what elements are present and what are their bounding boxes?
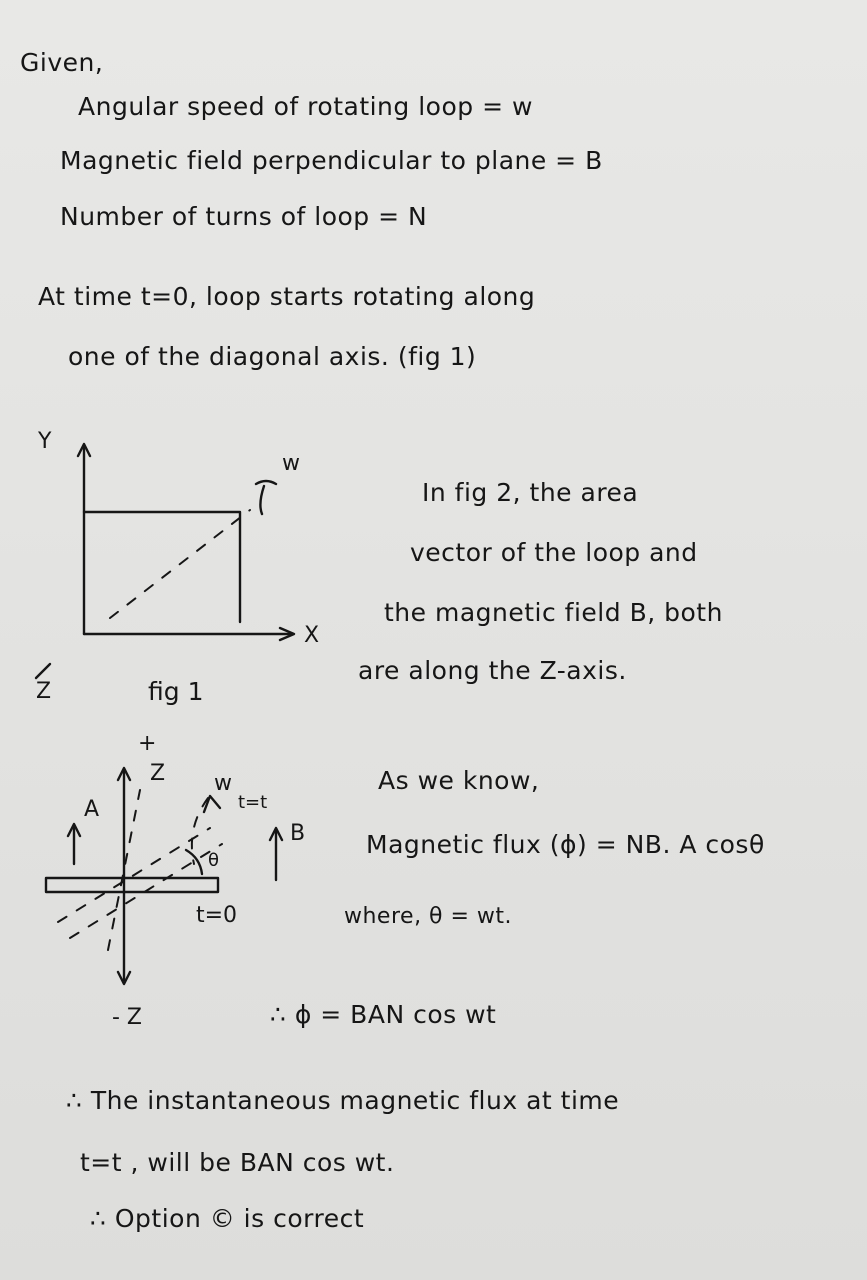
- fig2-text-line-1: In fig 2, the area: [422, 478, 639, 507]
- fig2-plus-label: +: [138, 731, 157, 756]
- fig2-omega-label: w: [214, 771, 232, 796]
- fig2-text-line-3: the magnetic field B, both: [384, 598, 723, 627]
- intro-line-1: At time t=0, loop starts rotating along: [38, 282, 536, 311]
- fig2-field-label: B: [290, 821, 306, 846]
- given-heading: Given,: [20, 48, 104, 77]
- fig2-time-t-label: t=t: [238, 792, 268, 813]
- fig1-y-label: Y: [38, 429, 52, 454]
- intro-line-2: one of the diagonal axis. (fig 1): [68, 342, 477, 371]
- fig1-loop: [84, 512, 240, 622]
- fig2-rotation-arrowhead: [204, 796, 220, 812]
- fig1-rotation-icon: [256, 481, 276, 514]
- fig2-diagram: [46, 731, 305, 1030]
- derivation-as-we-know: As we know,: [378, 766, 540, 795]
- derivation-flux-formula: Magnetic flux (ϕ) = NB. A cosθ: [366, 830, 765, 859]
- fig1-caption: fig 1: [148, 677, 204, 706]
- fig2-text-line-4: are along the Z-axis.: [358, 656, 627, 685]
- fig2-z-top-label: Z: [150, 761, 166, 786]
- fig2-loop-t0: [46, 878, 218, 892]
- conclusion-line-1: ∴ The instantaneous magnetic flux at time: [66, 1086, 620, 1115]
- fig1-z-axis-mark: [36, 664, 50, 678]
- fig2-minus-z-label: - Z: [112, 1005, 143, 1030]
- fig2-loop-tilted-a: [58, 828, 210, 922]
- given-magnetic-field: Magnetic field perpendicular to plane = B: [60, 146, 603, 175]
- given-angular-speed: Angular speed of rotating loop = w: [78, 92, 533, 121]
- fig1-diagram: [36, 429, 319, 706]
- conclusion-line-3: ∴ Option © is correct: [90, 1204, 365, 1233]
- fig1-z-label: Z: [36, 679, 52, 704]
- fig1-omega-label: w: [282, 451, 300, 476]
- conclusion-line-2: t=t , will be BAN cos wt.: [80, 1148, 395, 1177]
- fig1-diagonal-axis: [110, 510, 250, 618]
- fig2-time-0-label: t=0: [196, 903, 238, 928]
- fig2-text-line-2: vector of the loop and: [410, 538, 698, 567]
- given-number-of-turns: Number of turns of loop = N: [60, 202, 428, 231]
- fig1-x-label: X: [304, 623, 320, 648]
- fig2-area-label: A: [84, 797, 100, 822]
- derivation-where: where, θ = wt.: [344, 904, 513, 929]
- derivation-result: ∴ ϕ = BAN cos wt: [270, 1000, 497, 1029]
- fig2-theta-label: θ: [208, 850, 220, 871]
